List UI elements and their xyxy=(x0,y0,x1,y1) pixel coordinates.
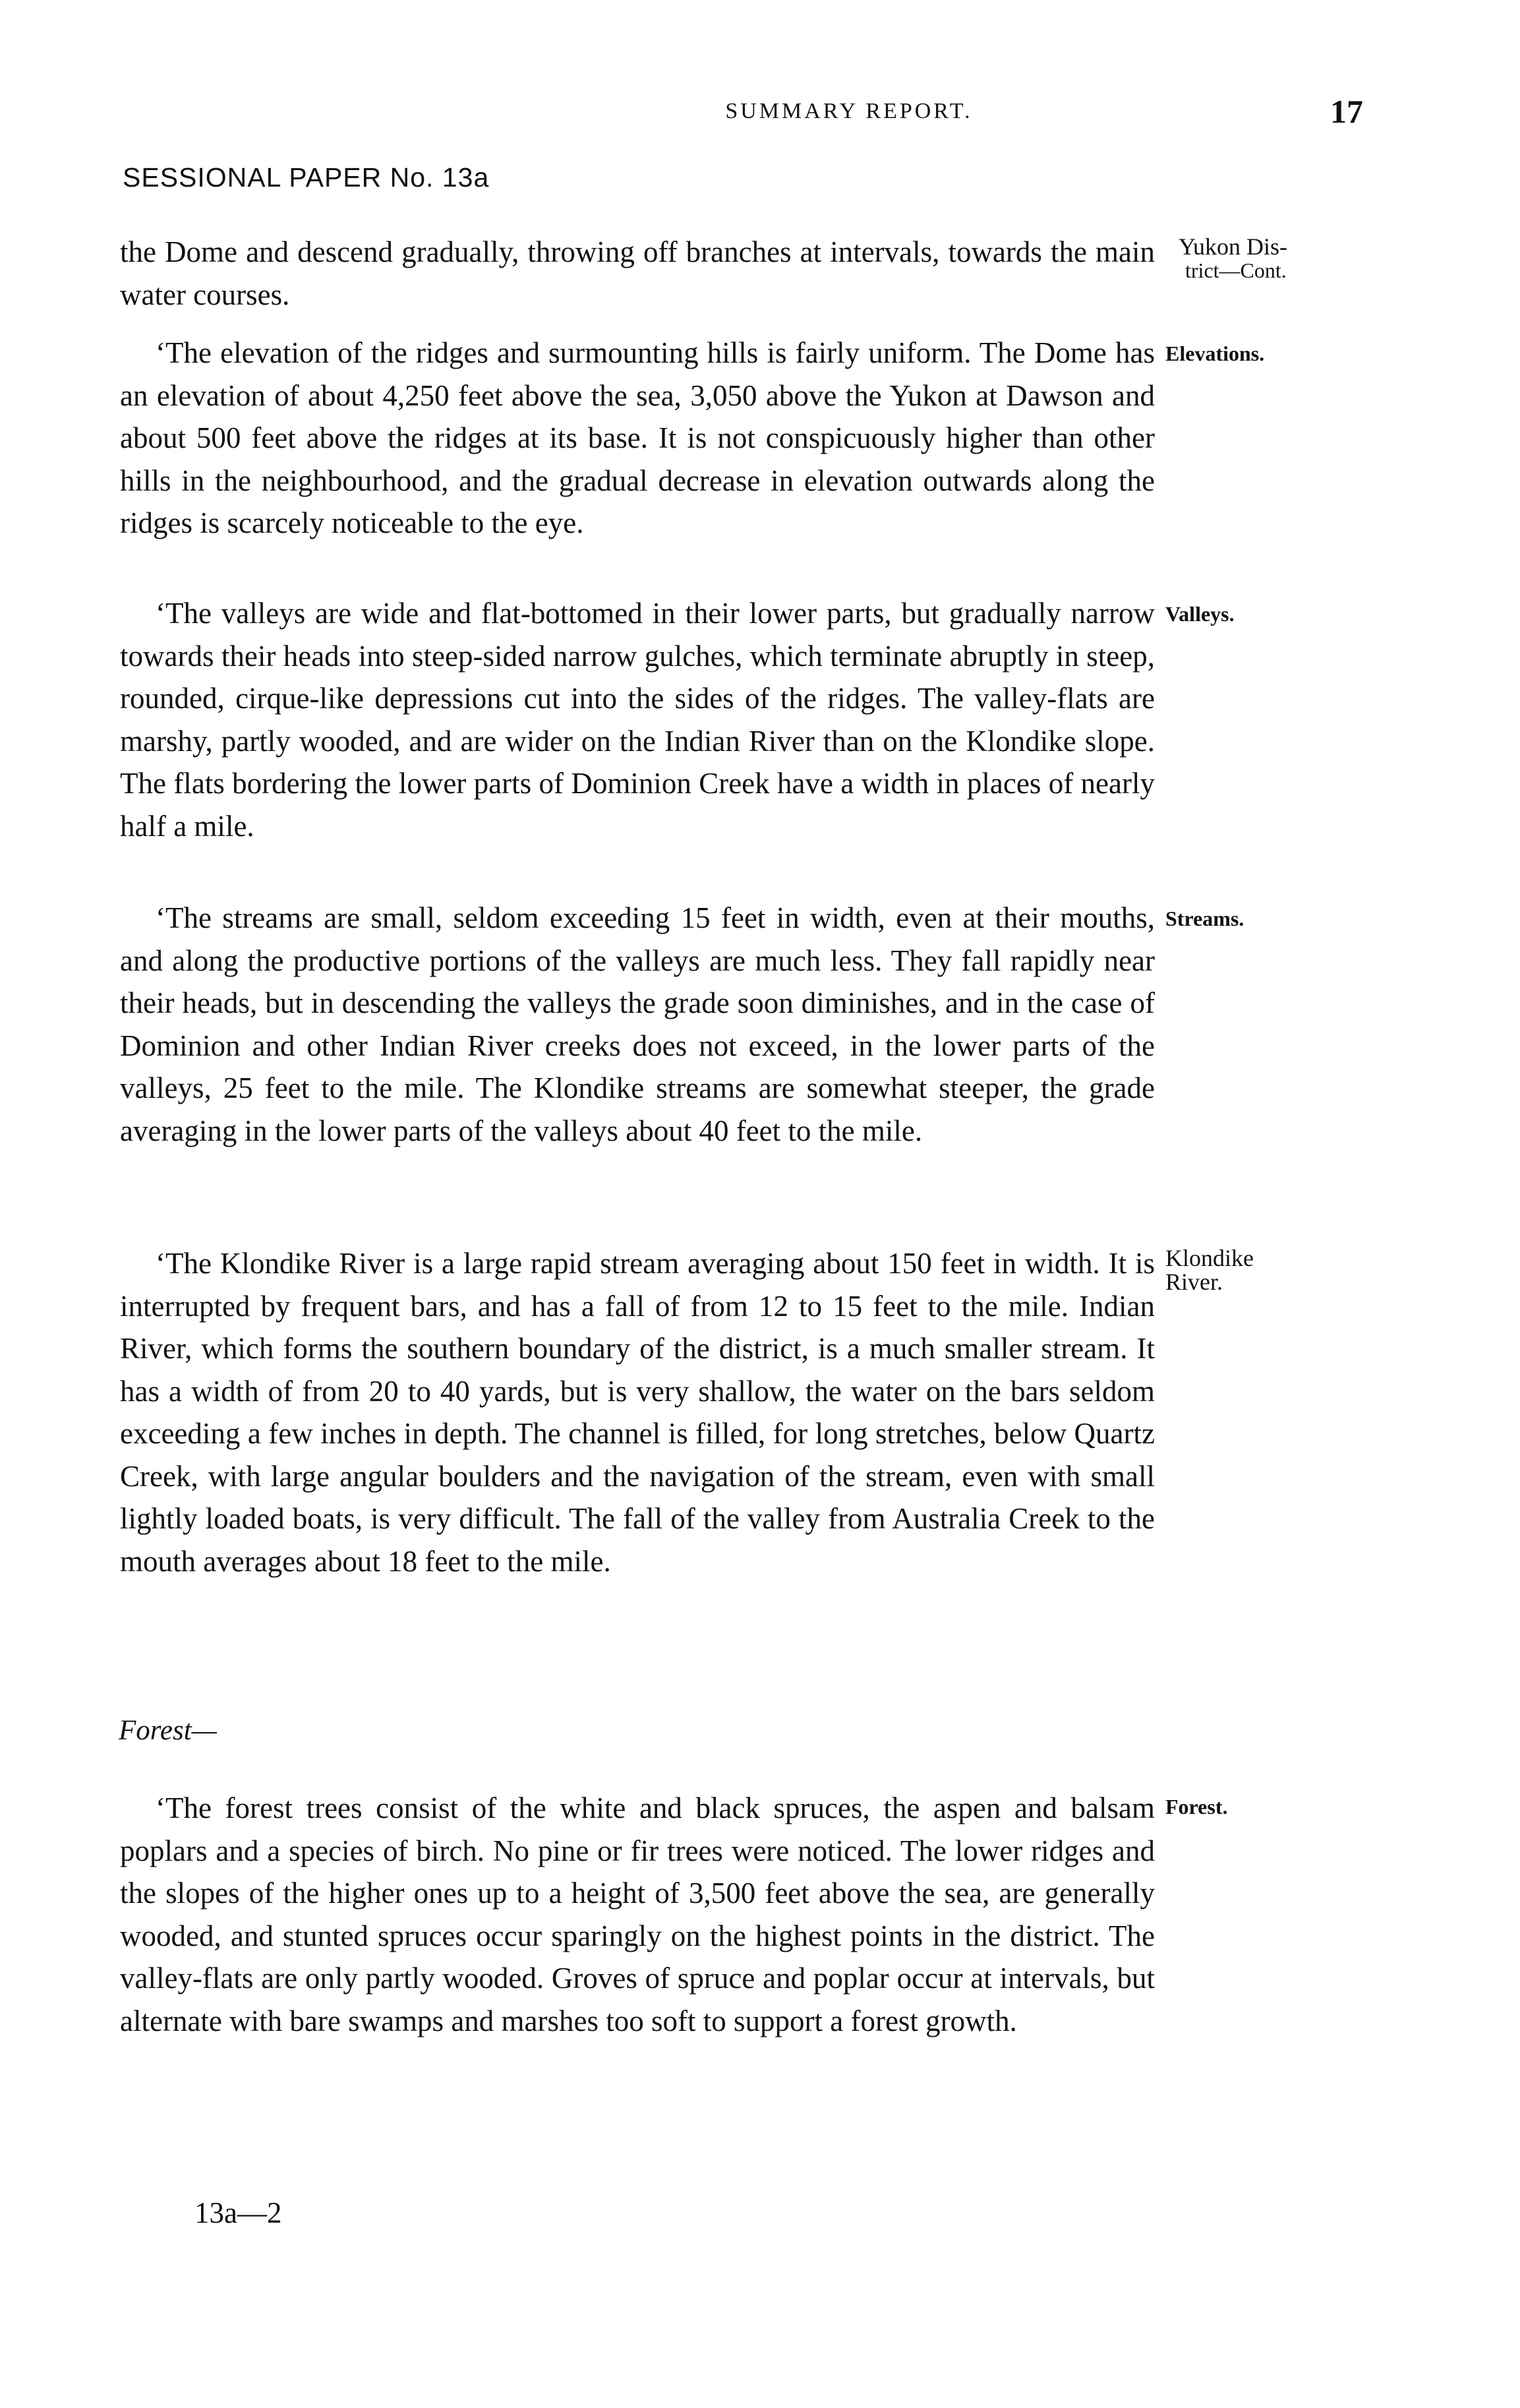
page-number: 17 xyxy=(1330,93,1363,130)
margin-note-valleys: Valleys. xyxy=(1165,602,1235,626)
sessional-paper-label: SESSIONAL PAPER No. 13a xyxy=(123,162,490,193)
margin-note-yukon-line1: Yukon Dis- xyxy=(1179,233,1288,260)
margin-note-klondike-line1: Klondike xyxy=(1165,1245,1254,1271)
running-title xyxy=(0,99,1520,124)
signature-mark: 13a—2 xyxy=(194,2196,282,2229)
margin-note-klondike-line2: River. xyxy=(1165,1269,1223,1295)
margin-note-forest: Forest. xyxy=(1165,1795,1228,1819)
margin-note-klondike xyxy=(1165,1246,1254,1294)
running-title-text: SUMMARY REPORT. xyxy=(725,99,973,123)
section-heading-forest: Forest— xyxy=(119,1715,217,1746)
paragraph-4: ‘The streams are small, seldom exceeding 15 feet in width, even at their mouths, and along the productive portions of the valleys are much less. They fall rapidly near their heads, but in descending the valleys the grade soon diminishes, and in the case of Dominion and other Indian River creeks does not exceed, in the lower parts of the valleys, 25 feet to the mile. The Klondike streams are somewhat steeper, the grade averaging in the lower parts of the valleys about 40 feet to the mile. xyxy=(120,901,1155,1147)
margin-note-yukon-line2: trict—Cont. xyxy=(1185,258,1287,282)
paragraph-1: the Dome and descend gradually, throwing off branches at intervals, towards the main water courses. xyxy=(120,235,1155,311)
paragraph-5: ‘The Klondike River is a large rapid stream averaging about 150 feet in width. It is interrupted by frequent bars, and has a fall of from 12 to 15 feet to the mile. Indian River, which forms the southern boundary of the district, is a much smaller stream. It has a width of from 20 to 40 yards, but is very shallow, the water on the bars seldom exceeding a few inches in depth. The channel is filled, for long stretches, below Quartz Creek, with large angular boulders and the navigation of the stream, even with small lightly loaded boats, is very difficult. The fall of the valley from Australia Creek to the mouth averages about 18 feet to the mile. xyxy=(120,1247,1155,1578)
margin-note-yukon xyxy=(1165,235,1287,282)
paragraph-2: ‘The elevation of the ridges and surmounting hills is fairly uniform. The Dome has an elevation of about 4,250 feet above the sea, 3,050 above the Yukon at Dawson and about 500 feet above the ridges at its base. It is not conspicuously higher than other hills in the neighbourhood, and the gradual decrease in elevation outwards along the ridges is scarcely noticeable to the eye. xyxy=(120,336,1155,539)
margin-note-streams: Streams. xyxy=(1165,907,1244,930)
paragraph-3: ‘The valleys are wide and flat-bottomed in their lower parts, but gradually narrow towards their heads into steep-sided narrow gulches, which terminate abruptly in steep, rounded, cirque-like depressions cut into the sides of the ridges. The valley-flats are marshy, partly wooded, and are wider on the Indian River than on the Klondike slope. The flats bordering the lower parts of Dominion Creek have a width in places of nearly half a mile. xyxy=(120,597,1155,843)
margin-note-elevations: Elevations. xyxy=(1165,342,1265,365)
paragraph-6: ‘The forest trees consist of the white and black spruces, the aspen and balsam poplars and a species of birch. No pine or fir trees were noticed. The lower ridges and the slopes of the higher ones up to a height of 3,500 feet above the sea, are generally wooded, and stunted spruces occur sparingly on the highest points in the district. The valley-flats are only partly wooded. Groves of spruce and poplar occur at intervals, but alternate with bare swamps and marshes too soft to support a forest growth. xyxy=(120,1791,1155,2037)
